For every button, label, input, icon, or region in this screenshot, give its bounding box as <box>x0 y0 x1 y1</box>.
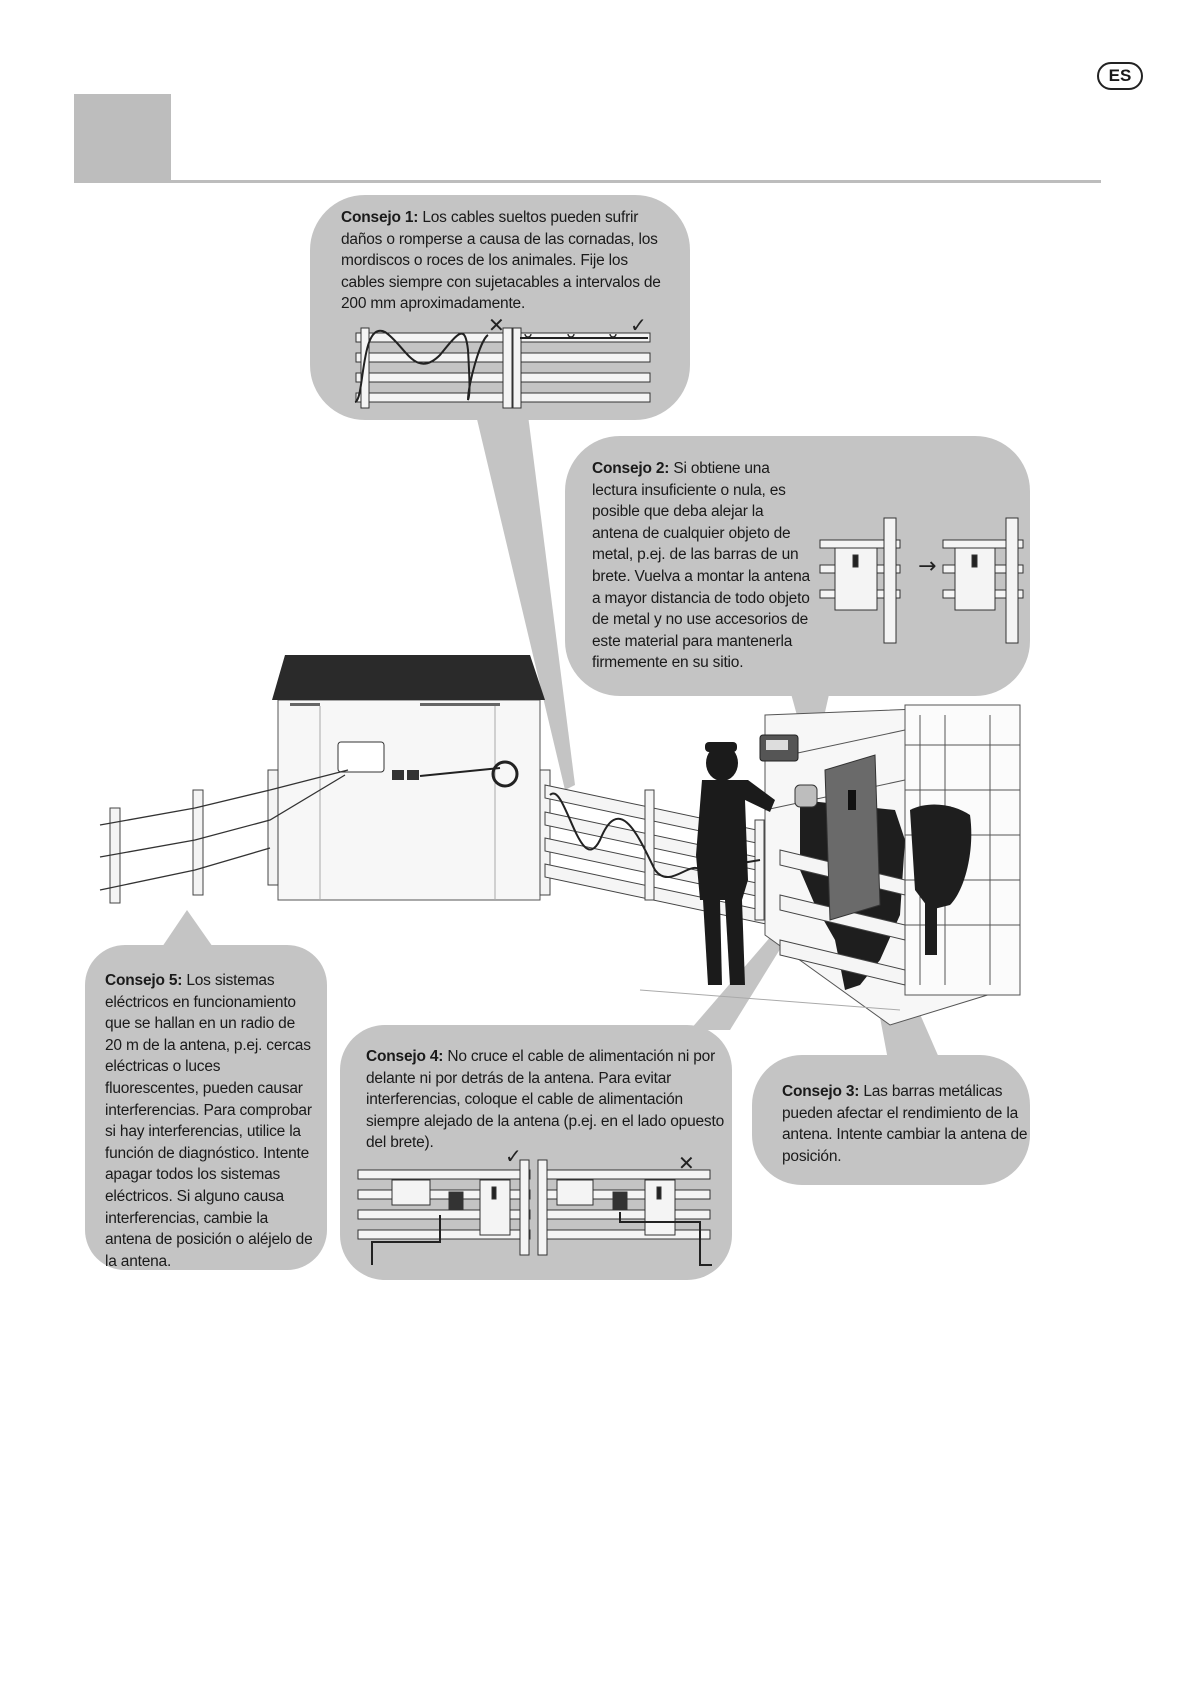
tip5-label: Consejo 5: <box>105 972 183 989</box>
tip3-label: Consejo 3: <box>782 1083 860 1100</box>
tip3-text <box>782 1081 1030 1167</box>
tip4-text <box>366 1046 728 1154</box>
antenna-panel <box>825 755 880 920</box>
connector-box <box>795 785 817 807</box>
tip5-body: Los sistemas eléctricos en funcionamiento que se hallan en un radio de 20 m de la antena, p.ej. cercas eléctricas o luces fluorescentes, pueden causar interferencias. Para comprobar si hay interferencias, utilice la función de diagnóstico. Intente apagar todos los sistemas eléctricos. Si alguno causa interferencias, cambie la antena de posición o aléjelo de la antena. <box>105 972 313 1270</box>
tip4-bad-mark: ✕ <box>678 1151 695 1175</box>
tip1-text <box>341 207 666 315</box>
tip5-pointer <box>160 910 215 950</box>
arrow-right-icon: → <box>918 554 937 579</box>
tip5-text <box>105 970 315 1272</box>
shed-roof <box>272 655 545 700</box>
tip3-body: Las barras metálicas pueden afectar el rendimiento de la antena. Intente cambiar la antena de posición. <box>782 1083 1028 1165</box>
tip2-label: Consejo 2: <box>592 460 670 477</box>
tip1-good-mark: ✓ <box>630 313 647 337</box>
tip1-body: Los cables sueltos pueden sufrir daños o romperse a causa de las cornadas, los mordiscos o roces de los animales. Fije los cables siempre con sujetacables a intervalos de 200 mm aproximadamente. <box>341 209 661 313</box>
tip1-label: Consejo 1: <box>341 209 419 226</box>
tip4-label: Consejo 4: <box>366 1048 444 1065</box>
tip2-body: Si obtiene una lectura insuficiente o nula, es posible que deba alejar la antena de cualquier objeto de metal, p.ej. de las barras de un brete. Vuelva a montar la antena a mayor distancia de todo objeto de metal y no use accesorios de este material para mantenerla firmemente en su sitio. <box>592 460 810 672</box>
tip4-body: No cruce el cable de alimentación ni por delante ni por detrás de la antena. Para evitar interferencias, coloque el cable de alimentación siempre alejado de la antena (p.ej. en el lado opuesto del brete). <box>366 1048 725 1152</box>
energizer-unit <box>338 742 384 772</box>
tip4-good-mark: ✓ <box>505 1144 522 1168</box>
tip2-text <box>592 458 812 674</box>
language-badge: ES <box>1097 62 1143 90</box>
tip1-bad-mark: ✕ <box>488 313 505 337</box>
shed <box>278 700 540 900</box>
